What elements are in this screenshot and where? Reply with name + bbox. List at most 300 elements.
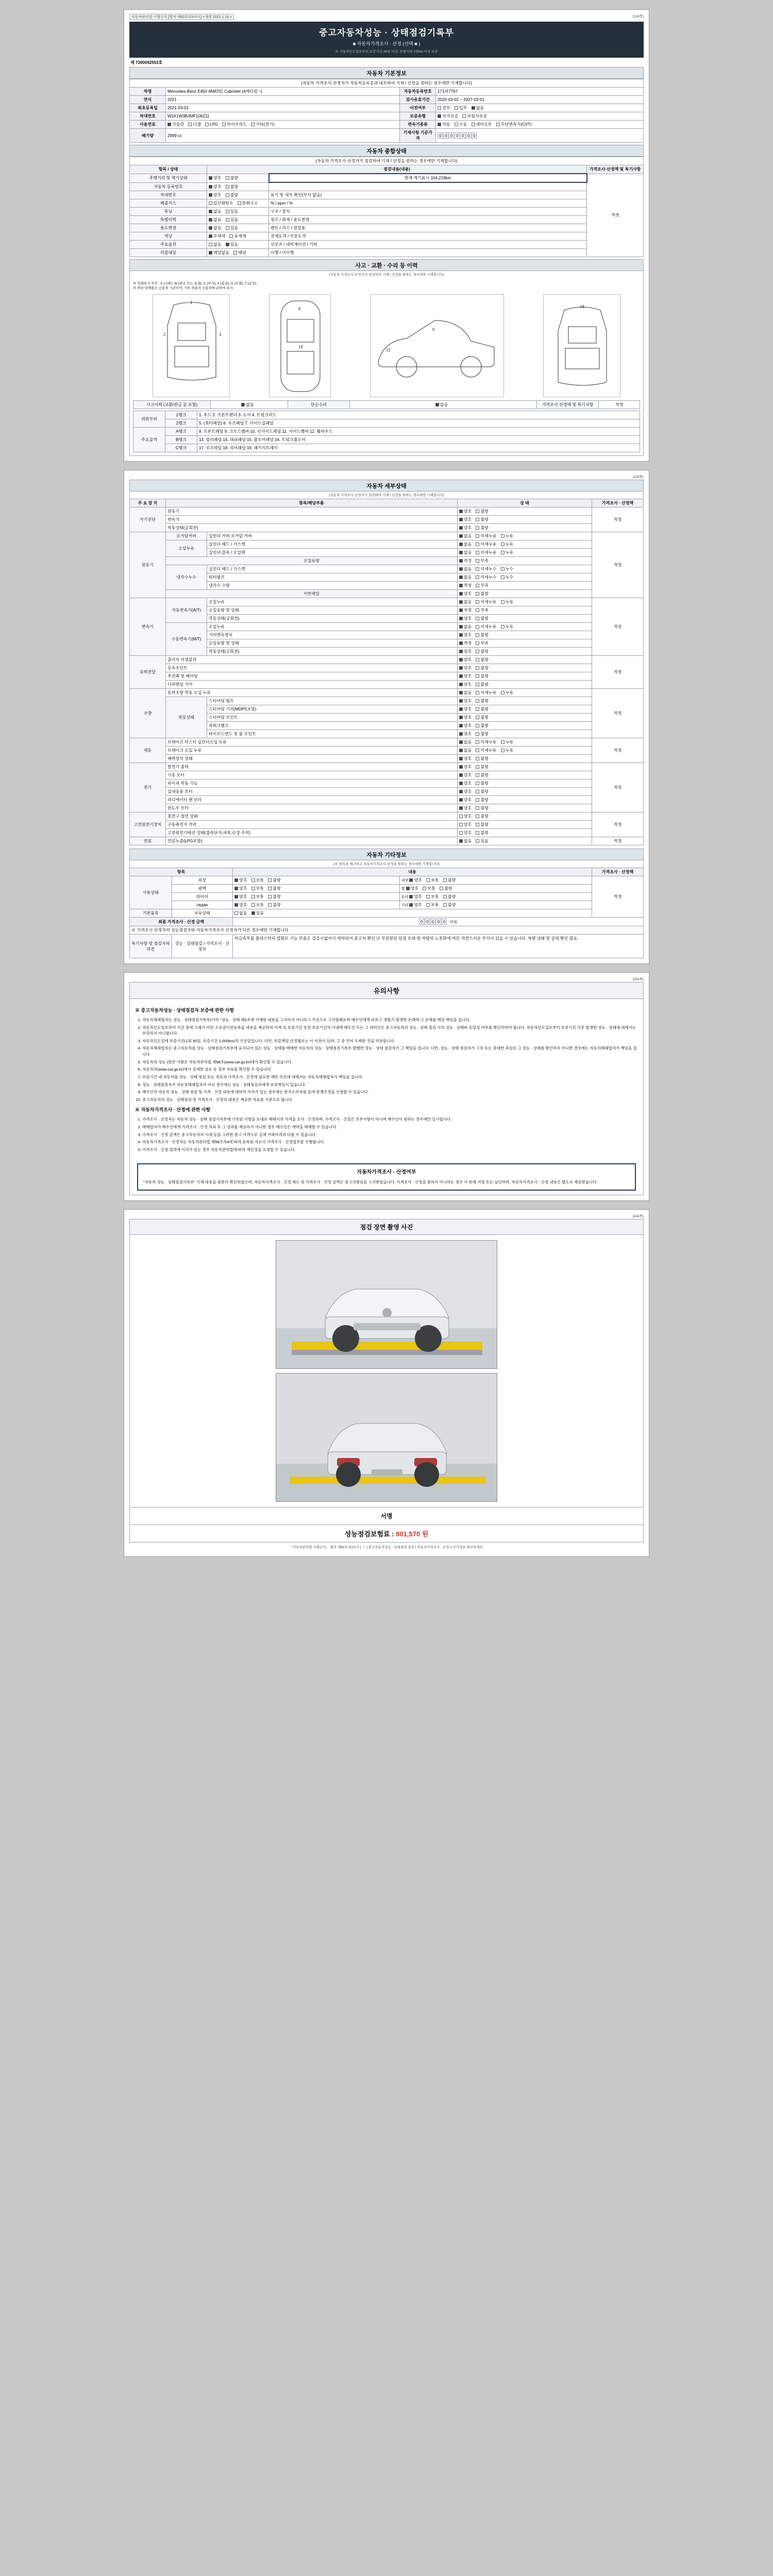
d4r2o1[interactable]: 불량 xyxy=(476,706,488,712)
detail-6-opts-1 xyxy=(457,771,592,779)
warranty-option-0[interactable]: 자가보증 xyxy=(438,113,458,119)
d1r7o0[interactable]: 양호 xyxy=(459,591,472,597)
overall-9-opt-0[interactable]: 해당없음 xyxy=(209,250,229,256)
detail-5-price: 적정 xyxy=(592,738,644,763)
detail-0-price: 적정 xyxy=(592,507,644,532)
d6r4o1[interactable]: 불량 xyxy=(476,797,488,803)
detail-6-item-1: 시동 모터 xyxy=(166,771,458,779)
detail-2-item-0: 자동변속기(A/T) xyxy=(166,598,207,623)
d0r0o1[interactable]: 불량 xyxy=(476,509,488,514)
o2c[interactable]: 불량 xyxy=(268,894,280,900)
d6r0o0[interactable]: 양호 xyxy=(459,764,472,770)
fee-label: 성능점검보험료 : xyxy=(344,1530,394,1538)
page-number-3: (3/4쪽) xyxy=(632,978,644,981)
basic-section-sub: (자동차 가격조사·산정자가 자동차등록증과 대조하여 기재 / 산정을 원하는 경우에만 기재합니다) xyxy=(130,79,644,88)
basic-label-plate: 자동차등록번호 xyxy=(400,88,436,96)
special-label: 특기사항 및 점검자의 의견 xyxy=(130,935,172,958)
detail-3-opts-3 xyxy=(457,681,592,689)
detail-1-sub-2: 실린더 블록 / 오일팬 xyxy=(207,549,458,557)
photos-block xyxy=(129,1219,644,1551)
d7r0o0[interactable]: 양호 xyxy=(459,814,472,819)
o0c[interactable]: 불량 xyxy=(268,877,280,883)
d2r5o0[interactable]: 적정 xyxy=(459,640,472,646)
d2r3o0[interactable]: 없음 xyxy=(459,624,472,630)
d5r1o1[interactable]: 미세누유 xyxy=(476,748,496,753)
d1r1o1[interactable]: 미세누유 xyxy=(476,541,496,547)
d4r1o1[interactable]: 불량 xyxy=(476,698,488,704)
photos-title: 점검 장면 촬영 사진 xyxy=(129,1219,644,1235)
d6r1o1[interactable]: 불량 xyxy=(476,772,488,778)
overall-row-0-group: 주행거리 및 계기상태 xyxy=(130,174,207,182)
d6r0o1[interactable]: 불량 xyxy=(476,764,488,770)
detail-2-opts-0 xyxy=(457,598,592,606)
overall-7-opt-1[interactable]: 유채색 xyxy=(229,233,246,239)
overall-5-opt-0[interactable]: 없음 xyxy=(209,217,221,223)
notice-1-item-4: 5. 자동차의 성능 (원만 사항은 자동차관리법 제58조(www.car.go.kr)에서 확인할 수 있습니다. xyxy=(142,1059,638,1065)
detail-5-item-1: 브레이크 오일 누유 xyxy=(166,747,458,755)
d1r3o1[interactable]: 부족 xyxy=(476,558,488,564)
d4r3o1[interactable]: 불량 xyxy=(476,715,488,720)
d4r3o0[interactable]: 양호 xyxy=(459,715,472,720)
detail-5-opts-1 xyxy=(457,747,592,755)
overall-table xyxy=(129,157,644,257)
notice-1-item-7: 8. 성능 · 상태점검자가 자동차해체업자가 아닌 경우에는 성능 · 상태점검자에게 보증책임이 있습니다. xyxy=(142,1082,638,1088)
detail-5-opts-2 xyxy=(457,755,592,763)
d2r5o1[interactable]: 부족 xyxy=(476,640,488,646)
notice-1-item-6: 7. 보증기간 내 자동차를 성능 · 상태 점검 또는 자동차 가격조사 · 산정에 필요한 제반 의견에 대해서는 자동차해체업자가 책임을 집니다. xyxy=(142,1074,638,1080)
overall-7-opt-0[interactable]: 무채색 xyxy=(209,233,225,239)
detail-1-sub-6: 냉각수 수량 xyxy=(207,582,458,590)
car-front-view-icon xyxy=(153,294,230,397)
notice-head-2: ※ 자동차가격조사 · 산정에 관한 사항 xyxy=(135,1107,211,1113)
o1c[interactable]: 불량 xyxy=(268,886,280,891)
photo-front xyxy=(276,1240,497,1369)
d6r1o0[interactable]: 양호 xyxy=(459,772,472,778)
detail-7-opts-1 xyxy=(457,821,592,829)
detail-2-opts-1 xyxy=(457,606,592,615)
svg-text:2: 2 xyxy=(163,332,166,337)
o3f[interactable]: 불량 xyxy=(443,902,456,908)
d0r1o1[interactable]: 불량 xyxy=(476,517,488,522)
detail-group-4: 조향 xyxy=(130,689,166,738)
o2d[interactable]: 양호 xyxy=(409,894,422,900)
d8r0o1[interactable]: 있음 xyxy=(476,838,488,844)
detail-1-item-1: 오일누유 xyxy=(166,540,207,557)
basic-label-vin: 차대번호 xyxy=(130,112,166,121)
d1r2o1[interactable]: 미세누유 xyxy=(476,550,496,555)
detail-6-opts-2 xyxy=(457,779,592,788)
o3b[interactable]: 보통 xyxy=(251,902,264,908)
overall-2-opt-1[interactable]: 불량 xyxy=(226,192,238,198)
d1r0o2[interactable]: 누유 xyxy=(501,533,513,539)
d5r0o1[interactable]: 미세누유 xyxy=(476,739,496,745)
o3d[interactable]: 양호 xyxy=(409,902,422,908)
other-h2: 가격조사 · 산정액 xyxy=(592,868,644,876)
d4r2o0[interactable]: 양호 xyxy=(459,706,472,712)
overall-row-7-group: 색상 xyxy=(130,232,207,240)
basic-value-price xyxy=(436,129,644,143)
photo-rear xyxy=(276,1373,497,1502)
overall-0-opt-0[interactable]: 양호 xyxy=(209,175,221,181)
o1b[interactable]: 보통 xyxy=(251,886,264,891)
accident-1-opt[interactable]: 없음 xyxy=(435,402,448,408)
detail-5-item-0: 브레이크 마스터 실린더오일 누유 xyxy=(166,738,458,747)
overall-1-opt-0[interactable]: 양호 xyxy=(209,184,221,190)
d6r2o1[interactable]: 불량 xyxy=(476,781,488,786)
detail-2-opts-3 xyxy=(457,623,592,631)
d2r3o1[interactable]: 미세누유 xyxy=(476,624,496,630)
vehicle-front-photo-icon xyxy=(276,1241,497,1369)
detail-1-opts-2 xyxy=(457,549,592,557)
document-subtitle: ■ 자동차가격조사 · 산정 (선택 ■ ) xyxy=(352,41,421,46)
d0r0o0[interactable]: 양호 xyxy=(459,509,472,514)
fuel-option-0[interactable]: 가솔린 xyxy=(167,122,184,127)
d1r1o0[interactable]: 없음 xyxy=(459,541,472,547)
total-digits: 0 0 0 0 0 xyxy=(419,919,447,925)
declaration-text: "자동차 성능 · 상태점검기록부" 기재 내용을 충분히 확인하였으며, 자동차가격조사 · 산정 제도 및 가격조사 · 산정 금액은 참고사항임을 고지받았습니다. 가격조사 · 산정을 원하지 아니하는 경우 이 란에 서명 또는 날인하며, 자동차가격조사 · 산정 내용은 별도로 제공받습니다. xyxy=(143,1179,598,1184)
detail-h3: 가격조사 · 산정액 xyxy=(592,499,644,507)
overall-8-opt-0[interactable]: 없음 xyxy=(209,242,221,247)
d3r1o1[interactable]: 불량 xyxy=(476,665,488,671)
d5r1o2[interactable]: 누유 xyxy=(501,748,513,753)
o0e[interactable]: 보통 xyxy=(426,877,439,883)
d1r7o1[interactable]: 불량 xyxy=(476,591,488,597)
d5r1o0[interactable]: 없음 xyxy=(459,748,472,753)
d1r2o0[interactable]: 없음 xyxy=(459,550,472,555)
basic-label-carname: 차명 xyxy=(130,88,166,96)
warranty-option-1[interactable]: 보험사보증 xyxy=(462,113,487,119)
parts-row-1-l1: A랭크 xyxy=(165,428,197,436)
notice-2-item-4: 5. 가격조사 · 산정 결과에 이의가 있는 경우 자동차관리법에 따라 재산정을 요청할 수 있습니다. xyxy=(142,1147,638,1153)
d5r2o1[interactable]: 불량 xyxy=(476,756,488,761)
d6r3o0[interactable]: 양호 xyxy=(459,789,472,794)
detail-1-sub-0: 실린더 커버 로커암 커버 xyxy=(207,532,458,540)
accident-0-opt[interactable]: 없음 xyxy=(241,402,254,408)
overall-row-3-detail: % / ppm / % xyxy=(269,199,587,207)
d2r4o0[interactable]: 양호 xyxy=(459,632,472,638)
overall-row-0-opts xyxy=(207,174,269,182)
trans-option-1[interactable]: 수동 xyxy=(455,122,467,127)
transfer-option-2[interactable]: 없음 xyxy=(472,105,484,111)
detail-2-sub-4: 기어변속장치 xyxy=(207,631,458,639)
fuel-option-1[interactable]: 디젤 xyxy=(188,122,200,127)
parts-row-0-l1: 1랭크 xyxy=(165,411,197,419)
overall-col-item: 항목 / 상태 xyxy=(130,165,207,174)
other-opts-3 xyxy=(233,901,400,909)
d0r2o1[interactable]: 불량 xyxy=(476,525,488,531)
total-note: ※ 가격조사·산정자의 성능점검자와 자동차가격조사·산정자가 다른 경우에만 기재합니다 xyxy=(130,926,644,935)
other-table xyxy=(129,868,644,958)
sheet-2 xyxy=(124,470,649,964)
d1r4o2[interactable]: 누수 xyxy=(501,566,513,572)
basic-label-fuel: 사용연료 xyxy=(130,121,166,129)
other-item-4: 보유상태 xyxy=(172,909,232,918)
detail-4-sub-2: 스티어링 기어(MDPS포함) xyxy=(207,705,458,714)
detail-4-sub-3: 스티어링 조인트 xyxy=(207,714,458,722)
detail-4-opts-5 xyxy=(457,730,592,738)
overall-row-4-opts xyxy=(207,207,269,215)
d5r0o2[interactable]: 누유 xyxy=(501,739,513,745)
detail-0-opts-1 xyxy=(457,516,592,524)
overall-2-opt-0[interactable]: 양호 xyxy=(209,192,221,198)
detail-4-item-0: 동력조향 작동 오일 누유 xyxy=(166,689,458,697)
document-number: 제 7300002553호 xyxy=(130,60,163,65)
overall-row-3-opts xyxy=(207,199,269,207)
overall-9-opt-1[interactable]: 해당 xyxy=(233,250,246,256)
transfer-option-0[interactable]: 전부 xyxy=(438,105,450,111)
svg-text:8: 8 xyxy=(298,307,301,311)
d1r1o2[interactable]: 누유 xyxy=(501,541,513,547)
detail-4-opts-3 xyxy=(457,714,592,722)
d2r2o1[interactable]: 불량 xyxy=(476,616,488,621)
overall-row-1-group: 자동차 등록번호 xyxy=(130,182,207,191)
overall-row-2-group: 차대번호 xyxy=(130,191,207,199)
transfer-option-1[interactable]: 일부 xyxy=(455,105,467,111)
d2r0o0[interactable]: 없음 xyxy=(459,599,472,605)
d2r6o0[interactable]: 양호 xyxy=(459,649,472,654)
d3r0o1[interactable]: 불량 xyxy=(476,657,488,663)
detail-4-opts-2 xyxy=(457,705,592,714)
other-opts-1 xyxy=(233,885,400,893)
o2b[interactable]: 보통 xyxy=(251,894,264,900)
vehicle-rear-photo-icon xyxy=(276,1374,497,1502)
d3r2o0[interactable]: 양호 xyxy=(459,673,472,679)
d7r2o1[interactable]: 불량 xyxy=(476,830,488,836)
detail-7-price: 적정 xyxy=(592,812,644,837)
d3r1o0[interactable]: 양호 xyxy=(459,665,472,671)
svg-text:1: 1 xyxy=(190,300,193,305)
other-h0: 항목 xyxy=(130,868,233,876)
signature-label: 서명 xyxy=(129,1507,644,1525)
d1r5o2[interactable]: 누수 xyxy=(501,574,513,580)
detail-3-item-3: 디퍼렌셜 기어 xyxy=(166,681,458,689)
overall-5-opt-1[interactable]: 있음 xyxy=(226,217,238,223)
d2r3o2[interactable]: 누유 xyxy=(501,624,513,630)
accident-value-1 xyxy=(350,401,537,409)
overall-row-4-group: 튜닝 xyxy=(130,207,207,215)
basic-value-vin: W1K1W3B3MF106211 xyxy=(166,112,400,121)
o4b[interactable]: 있음 xyxy=(251,910,264,916)
d4r4o0[interactable]: 양호 xyxy=(459,723,472,728)
other-h1: 내용 xyxy=(233,868,592,876)
d8r0o0[interactable]: 없음 xyxy=(459,838,472,844)
other-item2-1: 휠 xyxy=(401,887,405,891)
notice-block xyxy=(129,982,644,1195)
d2r4o1[interactable]: 불량 xyxy=(476,632,488,638)
o0a[interactable]: 양호 xyxy=(234,877,247,883)
d3r0o0[interactable]: 양호 xyxy=(459,657,472,663)
d4r4o1[interactable]: 불량 xyxy=(476,723,488,728)
d0r2o0[interactable]: 양호 xyxy=(459,525,472,531)
overall-col-price: 가격조사·산정액 및 특기사항 xyxy=(587,165,644,174)
d1r3o0[interactable]: 적정 xyxy=(459,558,472,564)
accident-section-title: 사고 · 교환 · 수리 등 이력 xyxy=(129,259,644,271)
page-number-4: (4/4쪽) xyxy=(632,1214,644,1218)
o3a[interactable]: 양호 xyxy=(234,902,247,908)
overall-row-9-group: 리콜대상 xyxy=(130,248,207,257)
svg-text:18: 18 xyxy=(580,304,584,309)
d5r2o0[interactable]: 양호 xyxy=(459,756,472,761)
o2f[interactable]: 불량 xyxy=(443,894,456,900)
accident-label-1: 단순수리 xyxy=(288,401,350,409)
detail-6-opts-4 xyxy=(457,796,592,804)
other-opts-0 xyxy=(233,876,400,885)
d6r4o0[interactable]: 양호 xyxy=(459,797,472,803)
basic-value-transfer xyxy=(436,104,644,112)
detail-0-item-1: 변속기 xyxy=(166,516,458,524)
o1e[interactable]: 보통 xyxy=(423,886,435,891)
d3r3o1[interactable]: 불량 xyxy=(476,682,488,687)
other-item-0: 외장 xyxy=(172,876,232,885)
sheet-4 xyxy=(124,1209,649,1557)
form-code: 자동차관리법 시행규칙 [별지 제82호의3서식] <개정 2021.1.16.> xyxy=(129,14,234,20)
d1r6o0[interactable]: 적정 xyxy=(459,583,472,588)
detail-0-opts-0 xyxy=(457,507,592,516)
d1r6o1[interactable]: 부족 xyxy=(476,583,488,588)
o0d[interactable]: 양호 xyxy=(409,877,422,883)
detail-6-opts-3 xyxy=(457,788,592,796)
d2r2o0[interactable]: 양호 xyxy=(459,616,472,621)
parts-row-1-v2: 13. 필러패널 14. 대쉬패널 15. 플로어패널 16. 트렁크플로어 xyxy=(197,436,640,444)
detail-h0: 주 요 장 치 xyxy=(130,499,166,507)
d2r1o1[interactable]: 부족 xyxy=(476,607,488,613)
d4r0o0[interactable]: 없음 xyxy=(459,690,472,696)
detail-4-sub-4: 파워크랭크 xyxy=(207,722,458,730)
other-price: 적정 xyxy=(592,876,644,918)
overall-6-opt-1[interactable]: 있음 xyxy=(226,225,238,231)
d2r0o2[interactable]: 누유 xyxy=(501,599,513,605)
notice-list-2 xyxy=(142,1116,638,1153)
d1r0o0[interactable]: 없음 xyxy=(459,533,472,539)
d2r6o1[interactable]: 불량 xyxy=(476,649,488,654)
legend-line-0: ※ 상태표시 부호 : X (교환), W (판금 또는 용접), C (부식), A (흠집), U (요철), T (손상) xyxy=(133,281,257,285)
overall-row-5-detail: 침수 / 화재 / 용도변경 xyxy=(269,215,587,224)
d7r2o0[interactable]: 양호 xyxy=(459,830,472,836)
parts-row-0-v1: 1. 후드 2. 프론트펜더 3. 도어 4. 트렁크리드 xyxy=(197,411,640,419)
o0f[interactable]: 불량 xyxy=(443,877,456,883)
detail-1-price: 적정 xyxy=(592,532,644,598)
basic-value-displacement: 2999 cc xyxy=(166,129,400,143)
o0b[interactable]: 보통 xyxy=(251,877,264,883)
overall-3-opt-1[interactable]: 탄화수소 xyxy=(238,200,258,206)
fuel-option-2[interactable]: LPG xyxy=(205,122,218,127)
sheet-1 xyxy=(124,9,649,462)
d0r1o0[interactable]: 양호 xyxy=(459,517,472,522)
detail-8-price: 적정 xyxy=(592,837,644,845)
notice-body xyxy=(130,999,643,1159)
overall-8-opt-1[interactable]: 있음 xyxy=(226,242,238,247)
basic-value-fuel xyxy=(166,121,400,129)
other-item-1: 광택 xyxy=(172,885,232,893)
detail-2-sub-6: 작동상태(공회전) xyxy=(207,648,458,656)
detail-2-opts-2 xyxy=(457,615,592,623)
o1a[interactable]: 양호 xyxy=(234,886,247,891)
other-opts-4 xyxy=(233,909,592,918)
d4r5o1[interactable]: 불량 xyxy=(476,731,488,737)
detail-3-opts-1 xyxy=(457,664,592,672)
o3e[interactable]: 보통 xyxy=(426,902,439,908)
o1d[interactable]: 양호 xyxy=(406,886,418,891)
detail-4-opts-1 xyxy=(457,697,592,705)
overall-6-opt-0[interactable]: 없음 xyxy=(209,225,221,231)
d5r0o0[interactable]: 없음 xyxy=(459,739,472,745)
overall-3-opt-0[interactable]: 일산화탄소 xyxy=(209,200,233,206)
d7r0o1[interactable]: 불량 xyxy=(476,814,488,819)
o3c[interactable]: 불량 xyxy=(268,902,280,908)
legend-line-1: ※ 하단 당해품은 승용차 기준이며, 기타 차종의 승용차에 준하여 표시 xyxy=(133,286,233,291)
o2a[interactable]: 양호 xyxy=(234,894,247,900)
detail-2-item-3: 수동변속기(M/T) xyxy=(166,623,207,656)
overall-row-6-opts xyxy=(207,224,269,232)
detail-3-item-2: 추진축 및 베어링 xyxy=(166,672,458,681)
d1r0o1[interactable]: 미세누유 xyxy=(476,533,496,539)
d4r0o1[interactable]: 미세누유 xyxy=(476,690,496,696)
total-label: 최종 가격조사 · 산정 금액 xyxy=(130,918,233,926)
detail-4-opts-0 xyxy=(457,689,592,697)
d4r1o0[interactable]: 양호 xyxy=(459,698,472,704)
overall-4-opt-1[interactable]: 있음 xyxy=(226,209,238,214)
detail-0-item-2: 작동상태(공회전) xyxy=(166,524,458,532)
detail-6-item-5: 윈도우 모터 xyxy=(166,804,458,812)
d1r5o0[interactable]: 없음 xyxy=(459,574,472,580)
d7r1o1[interactable]: 불량 xyxy=(476,822,488,827)
d1r4o0[interactable]: 없음 xyxy=(459,566,472,572)
overall-4-opt-0[interactable]: 없음 xyxy=(209,209,221,214)
d7r1o0[interactable]: 양호 xyxy=(459,822,472,827)
o2e[interactable]: 보통 xyxy=(426,894,439,900)
trans-option-2[interactable]: 세미오토 xyxy=(472,122,492,127)
detail-6-item-4: 라디에이터 팬 모터 xyxy=(166,796,458,804)
trans-option-3[interactable]: 무단변속기(CVT) xyxy=(496,122,532,127)
d6r2o0[interactable]: 양호 xyxy=(459,781,472,786)
overall-row-6-group: 용도변경 xyxy=(130,224,207,232)
parts-row-2-v1: 17. 루프레일 18. 리어패널 19. 패키지트레이 xyxy=(197,444,640,452)
notice-1-item-8: 9. 매수인의 자동차 성능 · 상태 점검 및 가격 · 산정 내용에 대하여 이의가 있는 경우에는 한국소비자원 등에 분쟁조정을 신청할 수 있습니다. xyxy=(142,1089,638,1095)
overall-row-5-opts xyxy=(207,215,269,224)
detail-6-item-2: 와이퍼 작동 기능 xyxy=(166,779,458,788)
o4a[interactable]: 없음 xyxy=(234,910,247,916)
d1r2o2[interactable]: 누유 xyxy=(501,550,513,555)
d4r0o2[interactable]: 누유 xyxy=(501,690,513,696)
d2r0o1[interactable]: 미세누유 xyxy=(476,599,496,605)
overall-row-8-opts xyxy=(207,240,269,248)
accident-diagram xyxy=(129,278,644,456)
detail-group-1: 원동기 xyxy=(130,532,166,598)
detail-4-opts-4 xyxy=(457,722,592,730)
d6r3o1[interactable]: 불량 xyxy=(476,789,488,794)
d1r5o1[interactable]: 미세누수 xyxy=(476,574,496,580)
o1f[interactable]: 불량 xyxy=(440,886,452,891)
d2r1o0[interactable]: 적정 xyxy=(459,607,472,613)
d6r5o1[interactable]: 불량 xyxy=(476,805,488,811)
fuel-option-4[interactable]: 기타(전기) xyxy=(251,122,274,127)
d3r2o1[interactable]: 불량 xyxy=(476,673,488,679)
d1r4o1[interactable]: 미세누수 xyxy=(476,566,496,572)
fuel-option-3[interactable]: 하이브리드 xyxy=(222,122,247,127)
d6r5o0[interactable]: 양호 xyxy=(459,805,472,811)
trans-option-0[interactable]: 자동 xyxy=(438,122,450,127)
accident-section-sub: (자동차 가격조사·산정자가 점검하여 기재 / 산정을 원하는 경우에만 기재합니다) xyxy=(129,271,644,278)
basic-label-price: 기재사항 기준가격 xyxy=(400,129,436,143)
notice-2-item-3: 4. 자동차가격조사 · 산정자는 자동차관리법 제58조의4에 따라 등록된 자로서 가격조사 · 산정업무를 수행합니다. xyxy=(142,1139,638,1145)
overall-0-opt-1[interactable]: 불량 xyxy=(226,175,238,181)
parts-row-0-kind: 외판부위 xyxy=(133,411,165,428)
d3r3o0[interactable]: 양호 xyxy=(459,682,472,687)
overall-1-opt-1[interactable]: 불량 xyxy=(226,184,238,190)
d4r5o0[interactable]: 양호 xyxy=(459,731,472,737)
detail-4-item-1: 작동상태 xyxy=(166,697,207,738)
basic-value-year: 2021 xyxy=(166,96,400,104)
